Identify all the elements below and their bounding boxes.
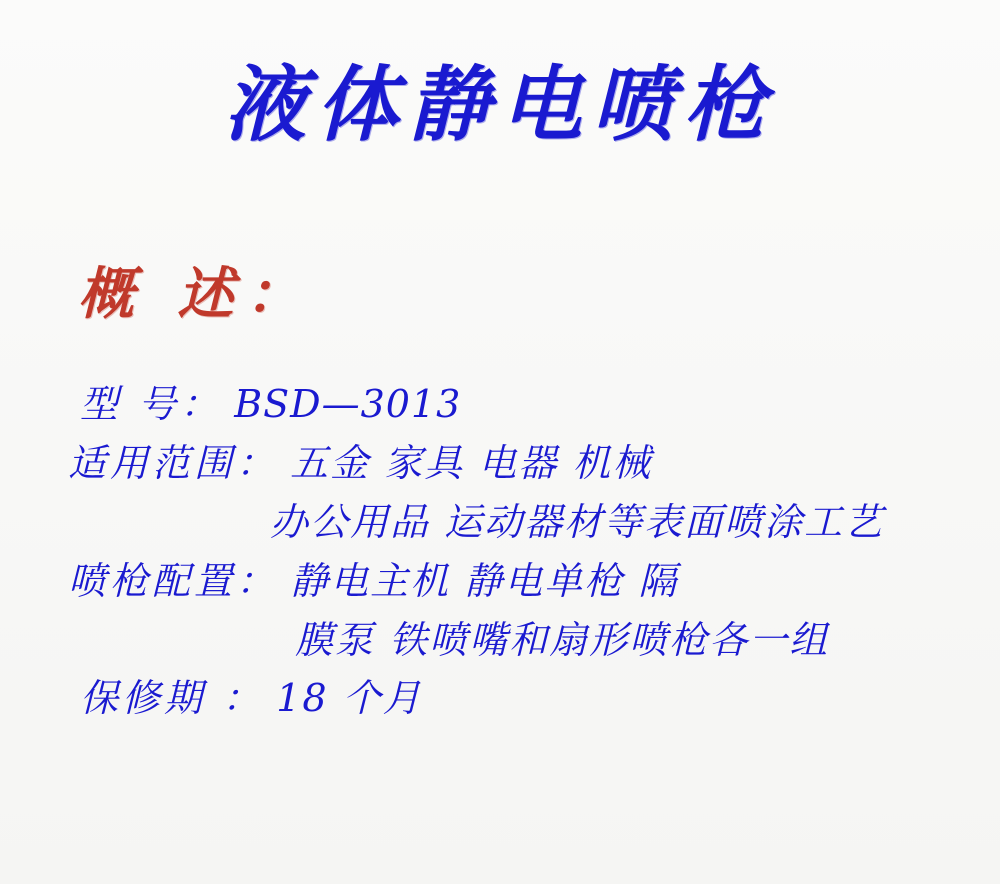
spec-value-scope: 五金 家具 电器 机械 <box>290 440 653 485</box>
spec-label-model: 型 号： <box>80 382 223 426</box>
spec-row-scope-continued <box>40 493 980 552</box>
spec-row-configuration <box>40 552 980 611</box>
spec-value-scope-continued: 办公用品 运动器材等表面喷涂工艺 <box>270 499 885 544</box>
spec-row-model <box>40 375 980 434</box>
spec-row-configuration-continued <box>40 611 980 670</box>
specification-list <box>40 375 980 728</box>
spec-value-model: BSD—3013 <box>234 382 462 426</box>
spec-row-scope <box>40 434 980 493</box>
spec-value-configuration-continued: 膜泵 铁喷嘴和扇形喷枪各一组 <box>295 617 830 662</box>
spec-label-configuration: 喷枪配置： <box>68 558 279 603</box>
spec-row-warranty <box>40 669 980 728</box>
spec-value-warranty: 18 个月 <box>276 676 423 721</box>
spec-label-scope: 适用范围： <box>68 440 279 485</box>
spec-label-warranty: 保修期 ： <box>80 676 265 721</box>
page-title: 液体静电喷枪 <box>224 57 776 153</box>
spec-value-configuration: 静电主机 静电单枪 隔 <box>290 558 679 603</box>
section-heading-overview: 概 述： <box>78 261 314 327</box>
